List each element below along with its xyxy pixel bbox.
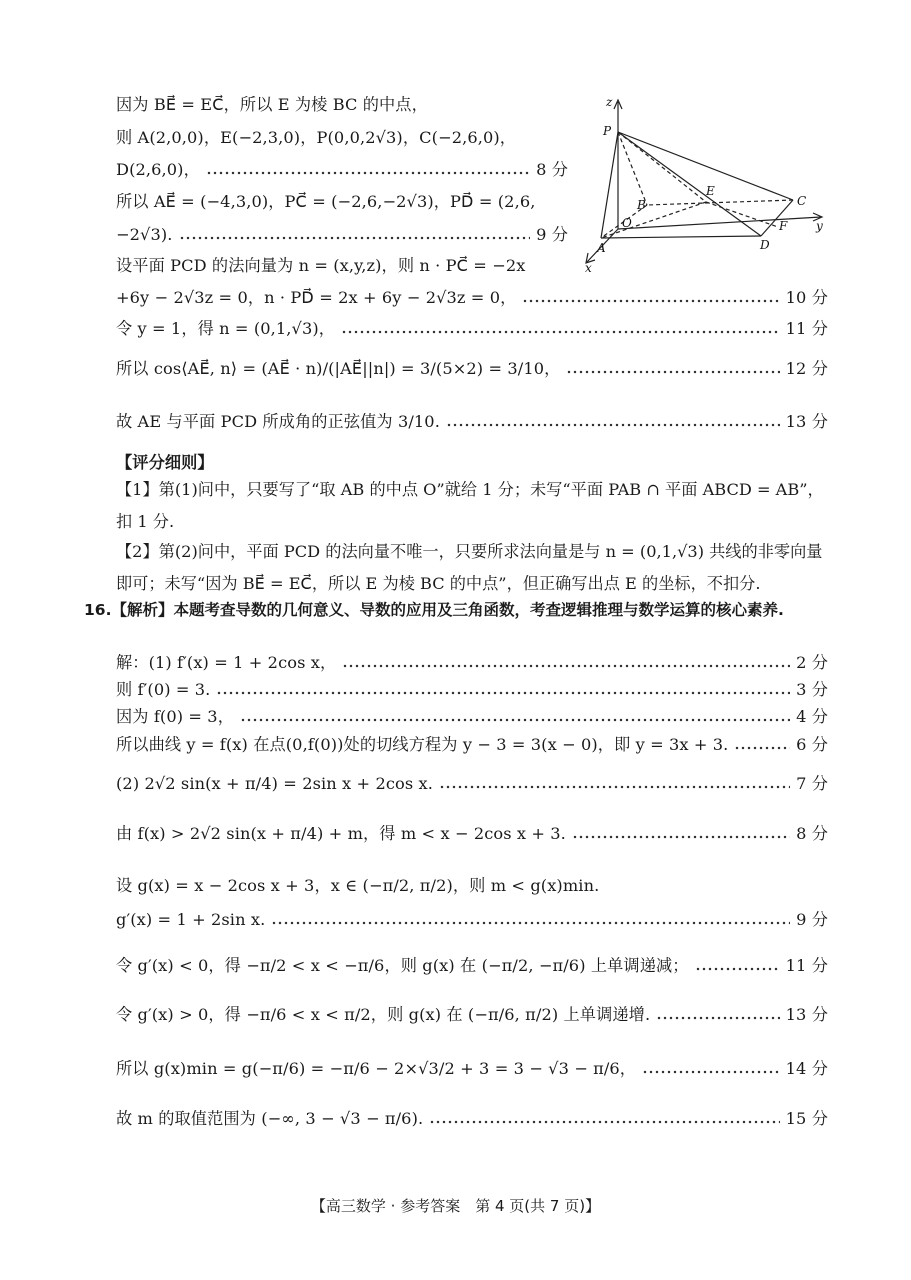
score: 3 分 — [796, 680, 828, 699]
line-coordinates-2: D(2,6,0)， 8 分 — [116, 160, 568, 179]
label-F: F — [779, 219, 788, 233]
y-axis — [618, 217, 821, 229]
grading-rule-1: 【1】第(1)问中，只要写了“取 AB 的中点 O”就给 1 分；未写“平面 PAB ∩ 平面 ABCD = AB”，扣 1 分. — [116, 480, 824, 531]
score: 10 分 — [785, 288, 828, 307]
line-vectors-2: −2√3). 9 分 — [116, 225, 568, 244]
label-A: A — [597, 241, 606, 255]
score: 12 分 — [785, 359, 828, 378]
edge-AD — [601, 236, 761, 238]
line-normal-equations: +6y − 2√3z = 0，n · PD⃗ = 2x + 6y − 2√3z = 0， 10 分 — [116, 288, 828, 307]
edge-CB — [647, 200, 793, 205]
edge-PA — [601, 132, 618, 238]
label-B: B — [637, 198, 646, 212]
label-C: C — [797, 194, 807, 208]
score: 6 分 — [796, 735, 828, 754]
segment-AE — [601, 202, 706, 238]
q16-line-4: 所以曲线 y = f(x) 在点(0,f(0))处的切线方程为 y − 3 = 3(x − 0)，即 y = 3x + 3. 6 分 — [116, 735, 828, 754]
score: 8 分 — [536, 160, 568, 179]
line-sine-result: 故 AE 与平面 PCD 所成角的正弦值为 3/10. 13 分 — [116, 412, 828, 431]
edge-PD — [618, 132, 761, 236]
q16-line-10: 令 g′(x) > 0，得 −π/6 < x < π/2，则 g(x) 在 (−π/6, π/2) 上单调递增. 13 分 — [116, 1005, 828, 1024]
axis-label-y: y — [816, 219, 823, 233]
score: 13 分 — [785, 1005, 828, 1024]
q16-line-1: 解：(1) f′(x) = 1 + 2cos x， 2 分 — [116, 653, 828, 672]
line-normal-vector: 设平面 PCD 的法向量为 n = (x,y,z)，则 n · PC⃗ = −2x — [116, 256, 526, 275]
score: 2 分 — [796, 653, 828, 672]
pyramid-figure — [585, 92, 830, 272]
score: 13 分 — [785, 412, 828, 431]
q16-line-5: (2) 2√2 sin(x + π/4) = 2sin x + 2cos x. 7 分 — [116, 774, 828, 793]
axis-label-z: z — [606, 95, 613, 109]
q16-line-3: 因为 f(0) = 3， 4 分 — [116, 707, 828, 726]
line-normal-result: 令 y = 1，得 n = (0,1,√3)， 11 分 — [116, 319, 828, 338]
q16-line-6: 由 f(x) > 2√2 sin(x + π/4) + m，得 m < x − 2cos x + 3. 8 分 — [116, 824, 828, 843]
line-coordinates-1: 则 A(2,0,0)，E(−2,3,0)，P(0,0,2√3)，C(−2,6,0)， — [116, 128, 517, 147]
axis-label-x: x — [585, 261, 592, 272]
line-cosine: 所以 cos⟨AE⃗, n⟩ = (AE⃗ · n)/(|AE⃗||n|) = 3/(5×2) = 3/10， 12 分 — [116, 359, 828, 378]
score: 4 分 — [796, 707, 828, 726]
label-P: P — [603, 124, 612, 138]
score: 9 分 — [536, 225, 568, 244]
q16-line-9: 令 g′(x) < 0，得 −π/2 < x < −π/6，则 g(x) 在 (−π/2, −π/6) 上单调递减； 11 分 — [116, 956, 828, 975]
score: 11 分 — [785, 319, 828, 338]
grading-rule-2: 【2】第(2)问中，平面 PCD 的法向量不唯一，只要所求法向量是与 n = (0,1,√3) 共线的非零向量即可；未写“因为 BE⃗ = EC⃗，所以 E 为棱 BC 的中点”，但正确写出点 E 的坐标，不扣分. — [116, 542, 823, 593]
edge-DC — [761, 200, 793, 236]
q16-line-12: 故 m 的取值范围为 (−∞, 3 − √3 − π/6). 15 分 — [116, 1109, 828, 1128]
segment-PE — [618, 132, 706, 202]
q16-line-2: 则 f′(0) = 3. 3 分 — [116, 680, 828, 699]
label-E: E — [706, 184, 715, 198]
label-O: O — [622, 216, 632, 230]
score: 11 分 — [785, 956, 828, 975]
score: 9 分 — [796, 910, 828, 929]
q16-heading: 16.【解析】本题考查导数的几何意义、导数的应用及三角函数，考查逻辑推理与数学运算的核心素养. — [84, 601, 784, 619]
q16-line-11: 所以 g(x)min = g(−π/6) = −π/6 − 2×√3/2 + 3 = 3 − √3 − π/6， 14 分 — [116, 1059, 828, 1078]
q16-line-7: 设 g(x) = x − 2cos x + 3，x ∈ (−π/2, π/2)，则 m < g(x)min. — [116, 876, 600, 895]
score: 8 分 — [796, 824, 828, 843]
score: 15 分 — [785, 1109, 828, 1128]
label-D: D — [760, 238, 770, 252]
line-vectors-1: 所以 AE⃗ = (−4,3,0)，PC⃗ = (−2,6,−2√3)，PD⃗ = (2,6, — [116, 192, 536, 211]
line-e-midpoint: 因为 BE⃗ = EC⃗，所以 E 为棱 BC 的中点， — [116, 95, 428, 114]
score: 14 分 — [785, 1059, 828, 1078]
score: 7 分 — [796, 774, 828, 793]
grading-heading: 【评分细则】 — [116, 453, 214, 472]
page-footer: 【高三数学 · 参考答案 第 4 页(共 7 页)】 — [310, 1197, 601, 1215]
q16-line-8: g′(x) = 1 + 2sin x. 9 分 — [116, 910, 828, 929]
